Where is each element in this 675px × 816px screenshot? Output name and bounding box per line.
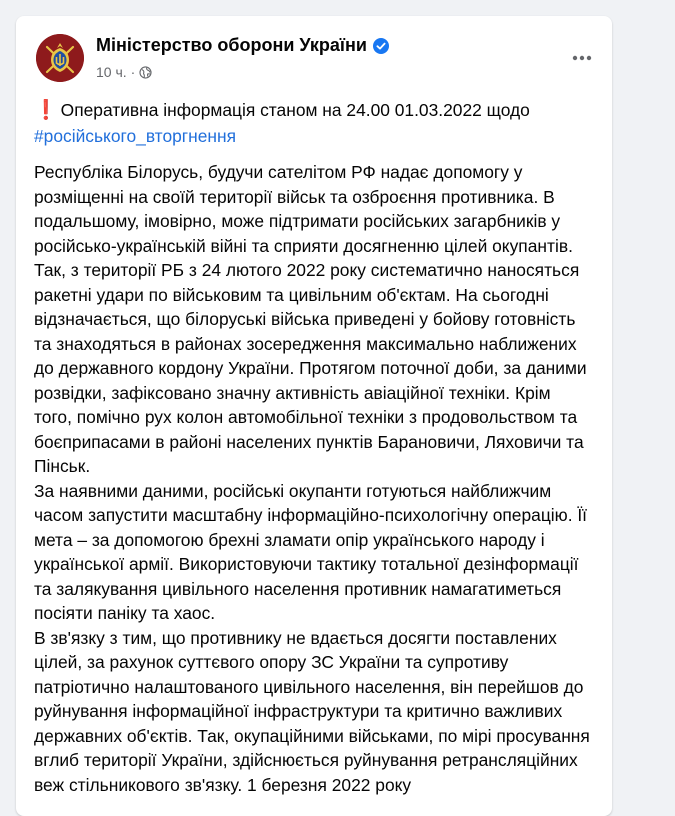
post-paragraph: За наявними даними, російські окупанти готуються найближчим часом запустити масштабну інформаційно-психологічну операцію. Її мета – за допомогою брехні зламати опір українського народу і української армії. Використовуючи тактику тотальної дезінформації та залякування цивільного населення противник намагатиметься посіяти паніку та хаос. — [34, 480, 588, 623]
paragraph-spacer — [34, 148, 592, 160]
avatar[interactable] — [36, 34, 84, 82]
post-paragraph: Республіка Білорусь, будучи сателітом РФ надає допомогу у розміщенні на своїй території військ та озброєння противника. В подальшому, імовірно, може підтримати російських загарбників у російсько-українській війні та сприяти досягненню цілей окупантів. Так, з території РБ з 24 лютого 2022 року систематично наносяться ракетні удари по військовим та цивільним об'єктам. На сьогодні відзначається, що білоруські війська приведені у бойову готовність та знаходяться в районах зосередження максимально наближених до державного кордону України. Протягом поточної доби, за даними розвідки, зафіксовано значну активність авіаційної техніки. Крім того, помічно рух колон автомобільної техніки з продовольством та боєприпасами в районі населених пунктів Барановичи, Ляховичи та Пінськ. — [34, 162, 587, 476]
more-options-button[interactable] — [564, 40, 600, 76]
post-body — [16, 98, 612, 797]
globe-icon[interactable] — [139, 66, 152, 79]
post-meta — [96, 64, 152, 80]
meta-separator: · — [130, 64, 136, 80]
post-paragraph: В зв'язку з тим, що противнику не вдається досягти поставлених цілей, за рахунок суттєвого опору ЗС України та супротиву патріотично налаштованого цивільного населення, він перейшов до руйнування інформаційної інфраструктури та критично важливих державних об'єктів. Так, окупаційними військами, по мірі просування вглиб території України, здійснюється руйнування ретрансляційних веж стільникового зв'язку. 1 березня 2022 року — [34, 627, 590, 795]
post-time[interactable]: 10 ч. — [96, 64, 127, 80]
post-header — [16, 16, 612, 98]
ministry-emblem-icon — [36, 34, 84, 82]
author-name[interactable]: Міністерство оборони України — [96, 35, 367, 55]
post-card — [16, 16, 612, 816]
post-headline — [34, 98, 592, 148]
hashtag-link[interactable]: #російського_вторгнення — [34, 125, 237, 146]
exclamation-emoji-icon: ❗ — [34, 100, 58, 121]
verified-badge-icon — [373, 38, 389, 54]
page-name[interactable] — [96, 35, 389, 56]
headline-text: Оперативна інформація станом на 24.00 01.03.2022 щодо — [60, 100, 530, 120]
more-horizontal-icon — [572, 55, 592, 61]
